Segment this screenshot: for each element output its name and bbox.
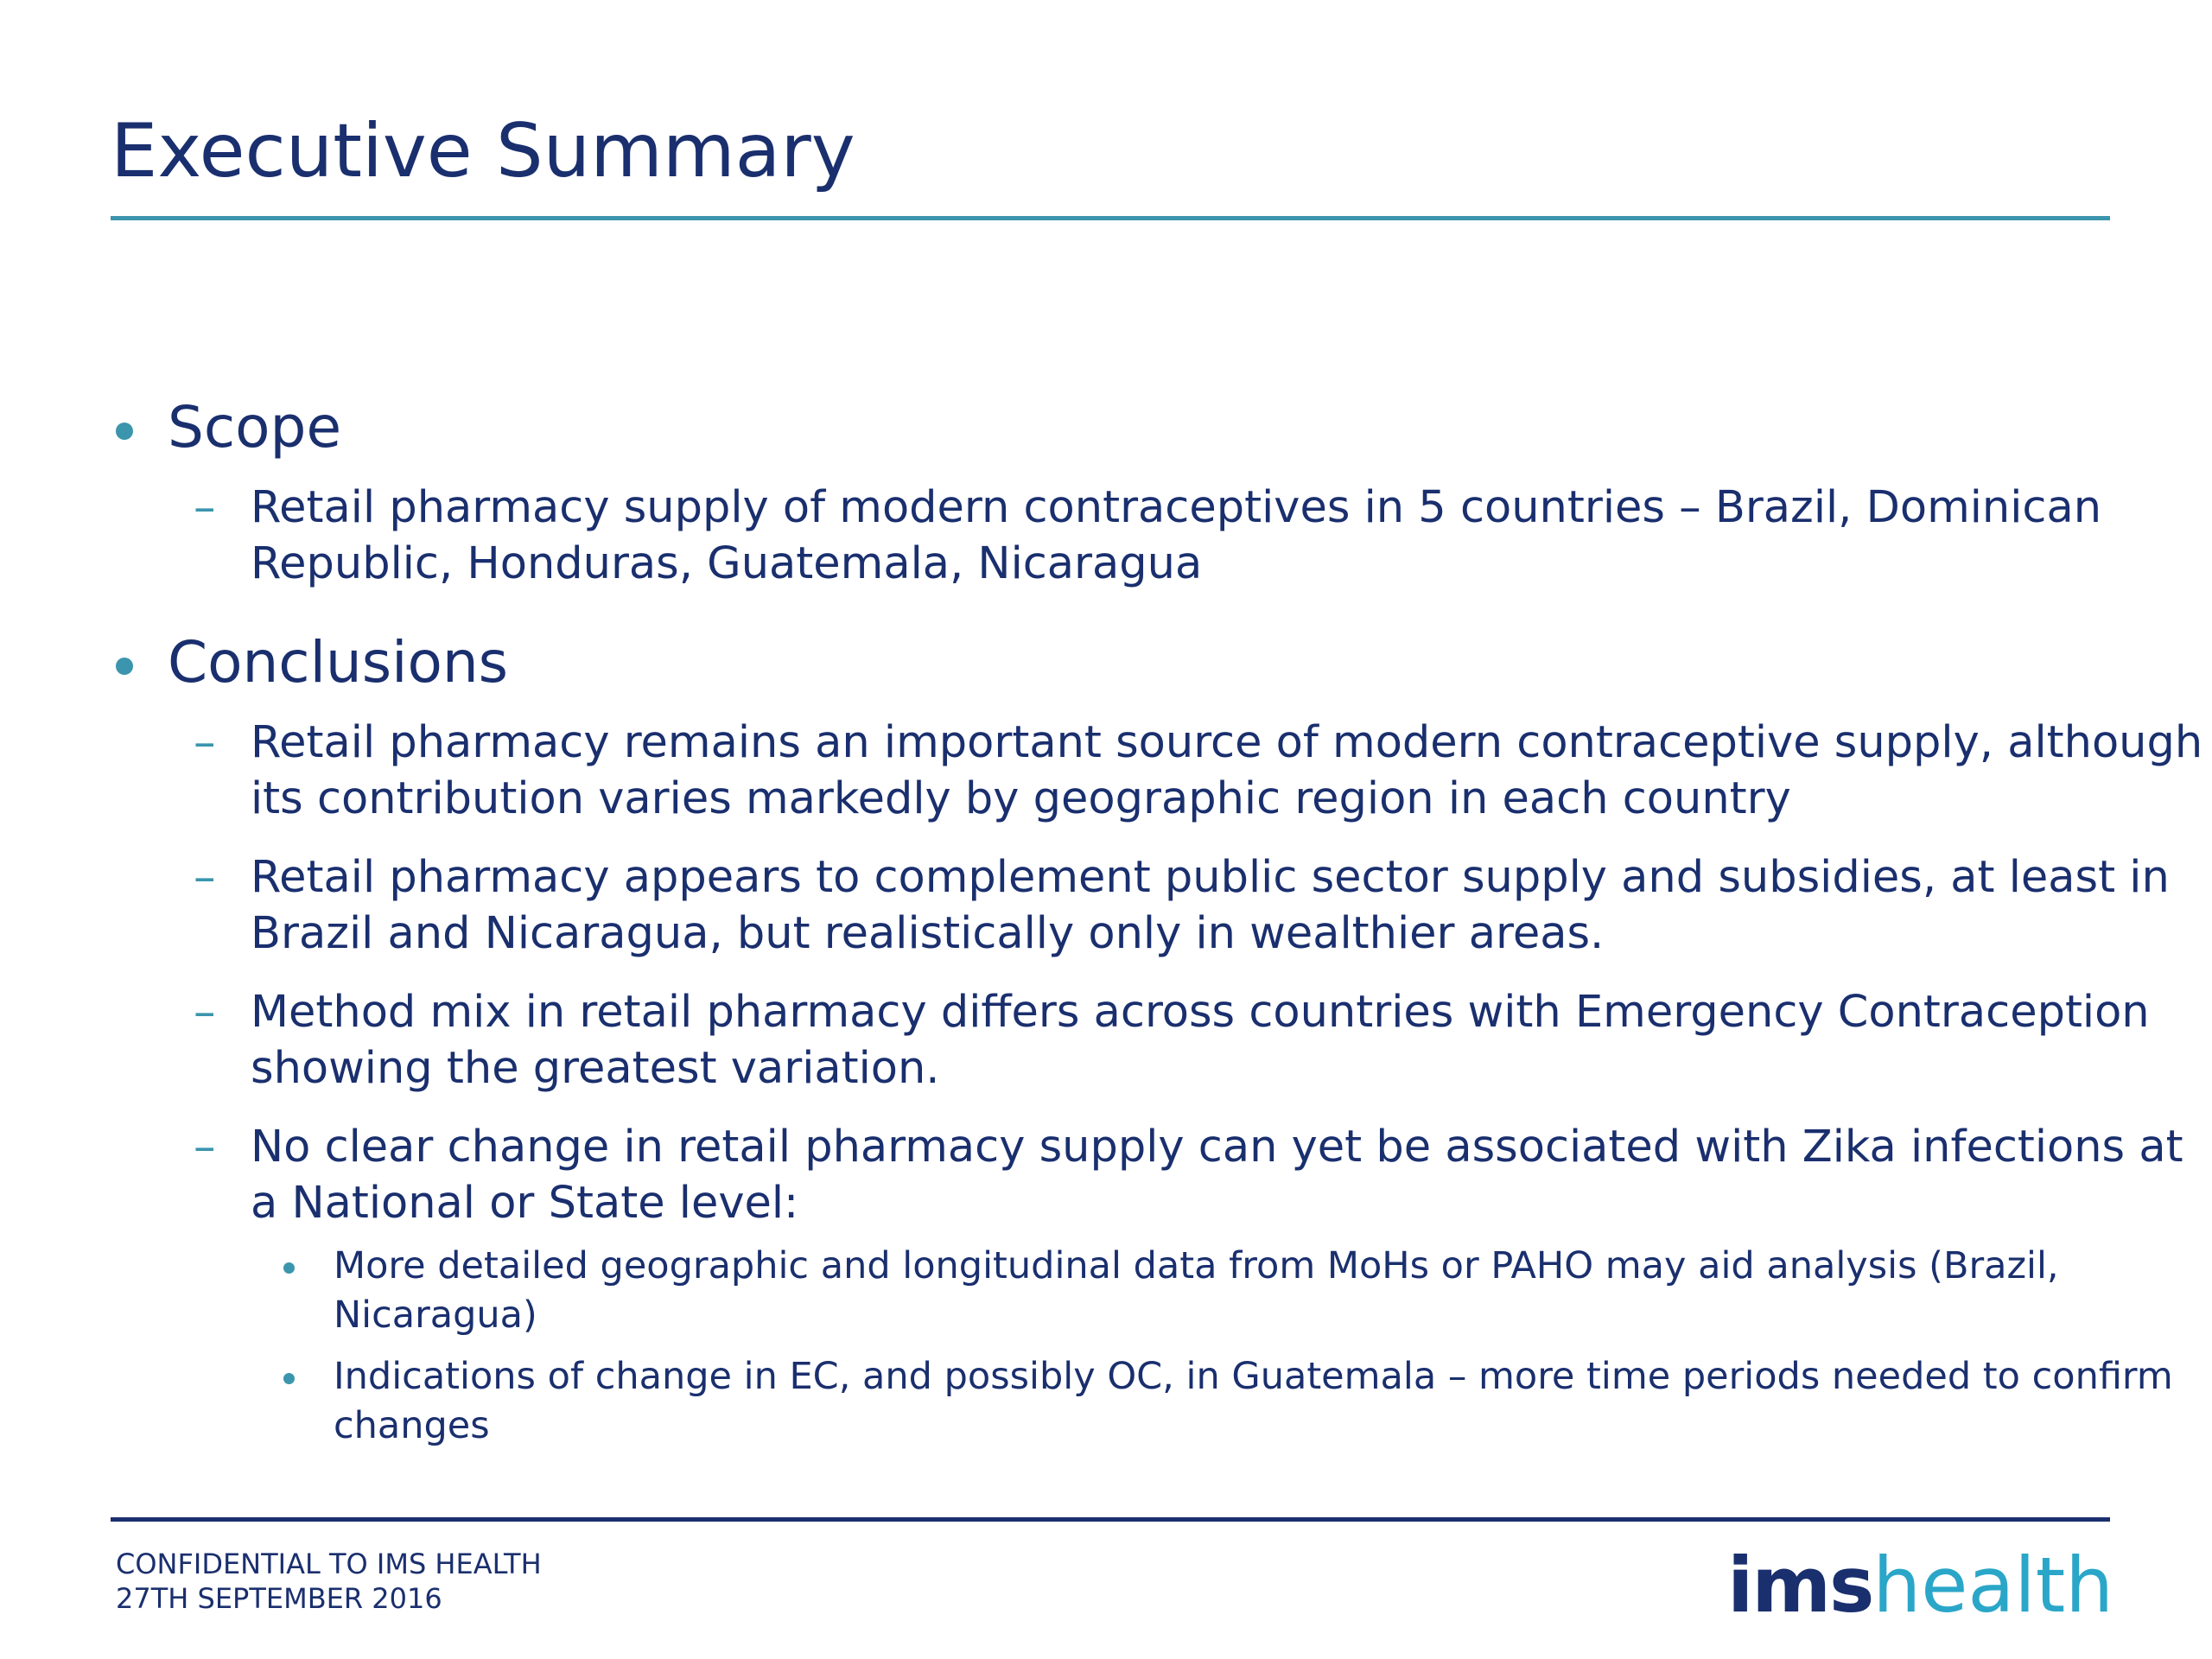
conclusion-subitem-text: More detailed geographic and longitudinal data from MoHs or PAHO may aid analysis (Brazil, Nicaragua) <box>334 1244 2059 1337</box>
bullet-dot-icon <box>283 1262 295 1274</box>
conclusion-item <box>111 849 2212 962</box>
conclusion-item <box>111 984 2212 1096</box>
dash-icon: – <box>194 852 216 903</box>
dash-icon: – <box>194 987 216 1038</box>
scope-item-text: Retail pharmacy supply of modern contraceptives in 5 countries – Brazil, Dominican Republic, Honduras, Guatemala, Nicaragua <box>251 482 2102 589</box>
bullet-dot-icon <box>283 1373 295 1384</box>
bullet-dot-icon <box>116 658 133 675</box>
logo-ims: ims <box>1727 1541 1873 1630</box>
bullet-scope <box>111 393 2115 462</box>
conclusion-subitem <box>111 1242 2191 1340</box>
ims-health-logo <box>1727 1538 2113 1633</box>
conclusion-item-text: Method mix in retail pharmacy differs across countries with Emergency Contraception showing the greatest variation. <box>251 987 2150 1094</box>
title-divider <box>111 216 2110 220</box>
bullet-conclusions <box>111 628 2115 697</box>
conclusion-item-text: Retail pharmacy remains an important source of modern contraceptive supply, although its contribution varies markedly by geographic region in each country <box>251 717 2203 824</box>
footer-divider <box>111 1517 2110 1522</box>
scope-heading: Scope <box>168 394 342 461</box>
date-label: 27TH SEPTEMBER 2016 <box>116 1582 442 1615</box>
dash-icon: – <box>194 717 216 768</box>
dash-icon: – <box>194 1122 216 1173</box>
slide-body <box>111 393 2203 1463</box>
conclusion-item-text: No clear change in retail pharmacy supply can yet be associated with Zika infections at a National or State level: <box>251 1122 2183 1229</box>
dash-icon: – <box>194 482 216 533</box>
conclusion-item <box>111 1119 2212 1231</box>
bullet-dot-icon <box>116 423 133 440</box>
logo-health: health <box>1872 1541 2113 1630</box>
scope-item <box>111 480 2212 592</box>
conclusions-heading: Conclusions <box>168 629 509 696</box>
page-title: Executive Summary <box>111 108 855 194</box>
footer-text <box>116 1547 542 1616</box>
conclusion-subitem <box>111 1352 2191 1451</box>
conclusion-subitem-text: Indications of change in EC, and possibly OC, in Guatemala – more time periods needed to confirm changes <box>334 1355 2173 1447</box>
confidential-label: CONFIDENTIAL TO IMS HEALTH <box>116 1548 542 1580</box>
conclusion-item <box>111 715 2212 827</box>
conclusion-item-text: Retail pharmacy appears to complement public sector supply and subsidies, at least in Brazil and Nicaragua, but realistically only in wealthier areas. <box>251 852 2170 959</box>
